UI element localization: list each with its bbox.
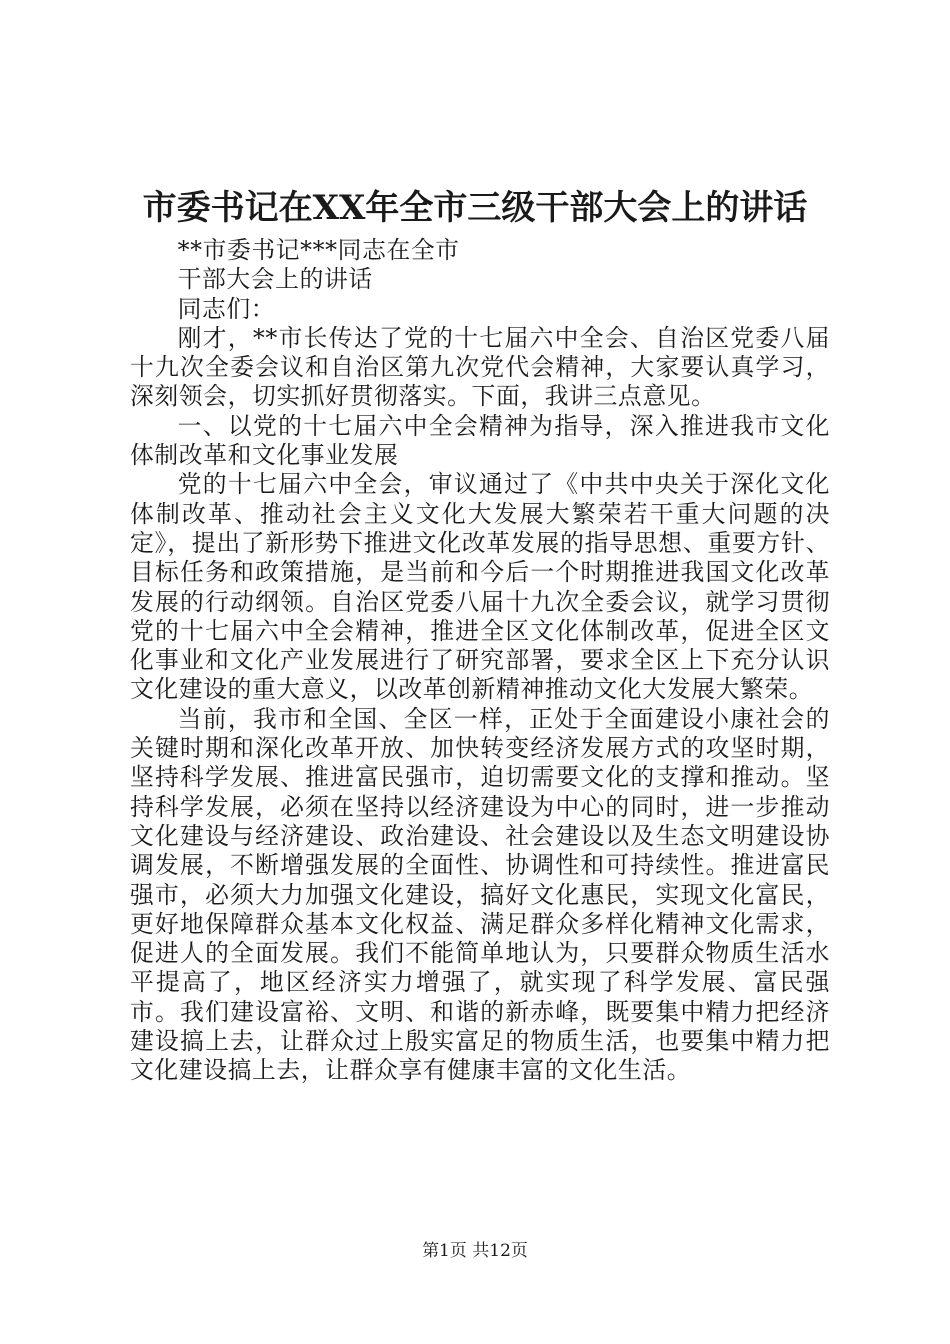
page-footer: 第1页 共12页 — [422, 1241, 528, 1261]
document-title: 市委书记在XX年全市三级干部大会上的讲话 — [142, 188, 808, 228]
paragraph-body-1: 党的十七届六中全会，审议通过了《中共中央关于深化文化体制改革、推动社会主义文化大发展大繁荣若干重大问题的决定》，提出了新形势下推进文化改革发展的指导思想、重要方针、目标任务和政策措施，是当前和今后一个时期推进我国文化改革发展的行动纲领。自治区党委八届十九次全委会议，就学习贯彻党的十七届六中全会精神，推进全区文化体制改革，促进全区文化事业和文化产业发展进行了研究部署，要求全区上下充分认识文化建设的重大意义，以改革创新精神推动文化大发展大繁荣。 — [130, 470, 830, 704]
section-heading-1: 一、以党的十七届六中全会精神为指导，深入推进我市文化体制改革和文化事业发展 — [130, 411, 830, 470]
paragraph-speaker-line-1: **市委书记***同志在全市 — [177, 236, 460, 264]
paragraph-intro: 刚才，**市长传达了党的十七届六中全会、自治区党委八届十九次全委会议和自治区第九次党代会精神，大家要认真学习，深刻领会，切实抓好贯彻落实。下面，我讲三点意见。 — [130, 323, 830, 411]
document-body — [130, 236, 830, 1086]
paragraph-speaker-line-2: 干部大会上的讲话 — [177, 265, 373, 294]
paragraph-salutation: 同志们： — [177, 294, 276, 323]
paragraph-body-2: 当前，我市和全国、全区一样，正处于全面建设小康社会的关键时期和深化改革开放、加快转变经济发展方式的攻坚时期，坚持科学发展、推进富民强市，迫切需要文化的支撑和推动。坚持科学发展，必须在坚持以经济建设为中心的同时，进一步推动文化建设与经济建设、政治建设、社会建设以及生态文明建设协调发展，不断增强发展的全面性、协调性和可持续性。推进富民强市，必须大力加强文化建设，搞好文化惠民，实现文化富民，更好地保障群众基本文化权益、满足群众多样化精神文化需求，促进人的全面发展。我们不能简单地认为，只要群众物质生活水平提高了，地区经济实力增强了，就实现了科学发展、富民强市。我们建设富裕、文明、和谐的新赤峰，既要集中精力把经济建设搞上去，让群众过上殷实富足的物质生活，也要集中精力把文化建设搞上去，让群众享有健康丰富的文化生活。 — [130, 704, 830, 1085]
